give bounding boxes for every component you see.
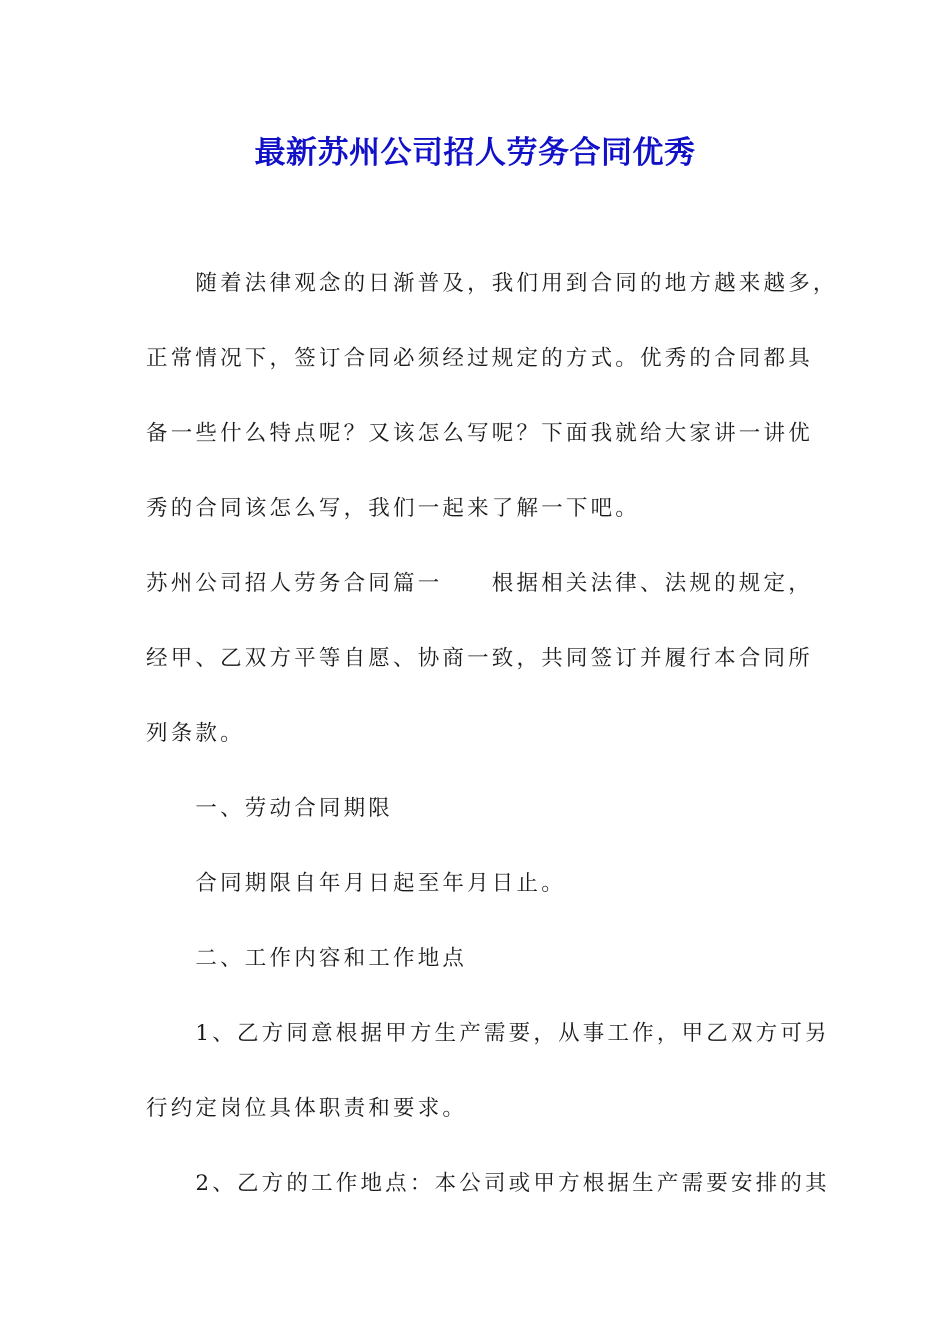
paragraph-line: 1、乙方同意根据甲方生产需要，从事工作，甲乙双方可另 [146, 1021, 830, 1046]
section-heading: 二、工作内容和工作地点 [146, 946, 468, 971]
paragraph-line: 苏州公司招人劳务合同篇一 根据相关法律、法规的规定， [146, 571, 813, 596]
section-heading: 一、劳动合同期限 [146, 796, 394, 821]
paragraph-line: 经甲、乙双方平等自愿、协商一致，共同签订并履行本合同所 [146, 646, 813, 671]
paragraph-line: 正常情况下，签订合同必须经过规定的方式。优秀的合同都具 [146, 346, 813, 371]
paragraph-line: 列条款。 [146, 721, 245, 746]
paragraph-line: 随着法律观念的日渐普及，我们用到合同的地方越来越多， [146, 271, 838, 296]
paragraph-line: 秀的合同该怎么写，我们一起来了解一下吧。 [146, 496, 641, 521]
paragraph-line: 备一些什么特点呢？又该怎么写呢？下面我就给大家讲一讲优 [146, 421, 813, 446]
paragraph-line: 行约定岗位具体职责和要求。 [146, 1096, 468, 1121]
paragraph-line: 2、乙方的工作地点：本公司或甲方根据生产需要安排的其 [146, 1171, 830, 1196]
paragraph-line: 合同期限自年月日起至年月日止。 [146, 871, 566, 896]
document-title: 最新苏州公司招人劳务合同优秀 [254, 135, 696, 171]
